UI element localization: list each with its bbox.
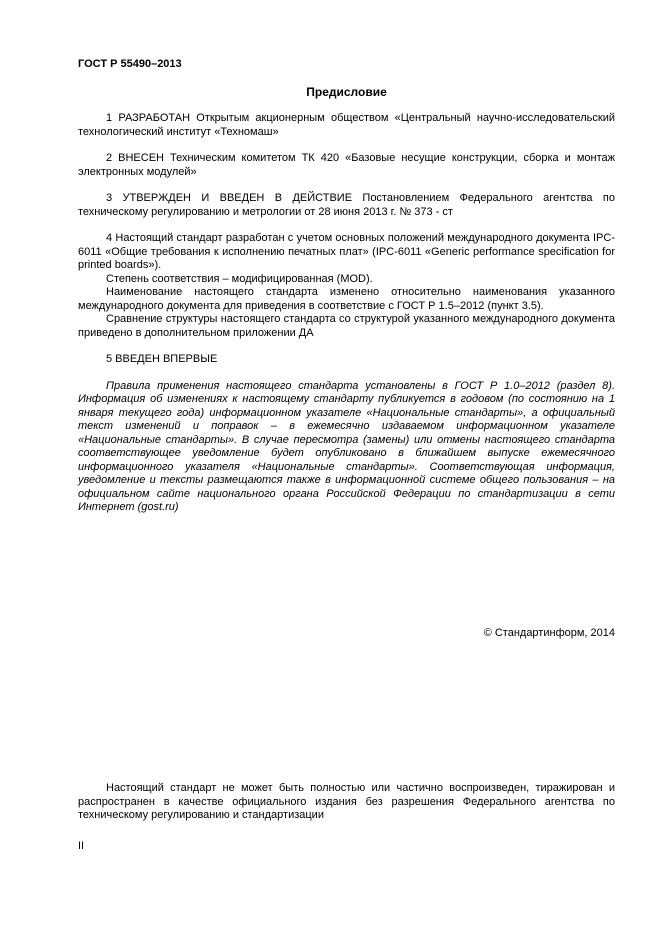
foreword-clause-4: 4 Настоящий стандарт разработан с учетом основных положений международного документа IPC-6011 «Общие требования к исполнению печатных плат» (IPC-6011 «Generic performance specification for printed boards»).: [78, 232, 615, 271]
foreword-clause-1: 1 РАЗРАБОТАН Открытым акционерным обществом «Центральный научно-исследовательский технологический институт «Техномаш»: [78, 112, 615, 138]
foreword-clause-2: 2 ВНЕСЕН Техническим комитетом ТК 420 «Базовые несущие конструкции, сборка и монтаж электронных модулей»: [78, 152, 615, 178]
page-number: II: [78, 840, 85, 852]
foreword-clause-4b: Наименование настоящего стандарта изменено относительно наименования указанного международного документа для приведения в соответствие с ГОСТ Р 1.5–2012 (пункт 3.5).: [78, 286, 615, 312]
document-header: ГОСТ Р 55490–2013: [78, 58, 182, 70]
foreword-application-note: Правила применения настоящего стандарта установлены в ГОСТ Р 1.0–2012 (раздел 8). Информация об изменениях к настоящему стандарту публикуется в годовом (по состоянию на 1 января текущего года) информационном указателе «Национальные стандарты», а официальный текст изменений и поправок – в ежемесячно издаваемом информационном указателе «Национальные стандарты». В случае пересмотра (замены) или отмены настоящего стандарта соответствующее уведомление будет опубликовано в ближайшем выпуске ежемесячного информационного указателя «Национальные стандарты». Соответствующая информация, уведомление и тексты размещаются также в информационной системе общего пользования – на официальном сайте национального органа Российской Федерации по стандартизации в сети Интернет (gost.ru): [78, 379, 615, 513]
reproduction-restriction: Настоящий стандарт не может быть полностью или частично воспроизведен, тиражирован и распространен в качестве официального издания без разрешения Федерального агентства по техническому регулированию и стандартизации: [78, 782, 615, 821]
copyright-notice: © Стандартинформ, 2014: [483, 627, 615, 639]
foreword-clause-3: 3 УТВЕРЖДЕН И ВВЕДЕН В ДЕЙСТВИЕ Постановлением Федерального агентства по техническому регулированию и метрологии от 28 июня 2013 г. № 373 - ст: [78, 192, 615, 218]
page-title: Предисловие: [306, 84, 387, 99]
foreword-clause-4c: Сравнение структуры настоящего стандарта со структурой указанного международного документа приведено в дополнительном приложении ДА: [78, 313, 615, 339]
foreword-clause-5: 5 ВВЕДЕН ВПЕРВЫЕ: [106, 353, 218, 365]
foreword-clause-4a: Степень соответствия – модифицированная (MOD).: [106, 272, 373, 285]
